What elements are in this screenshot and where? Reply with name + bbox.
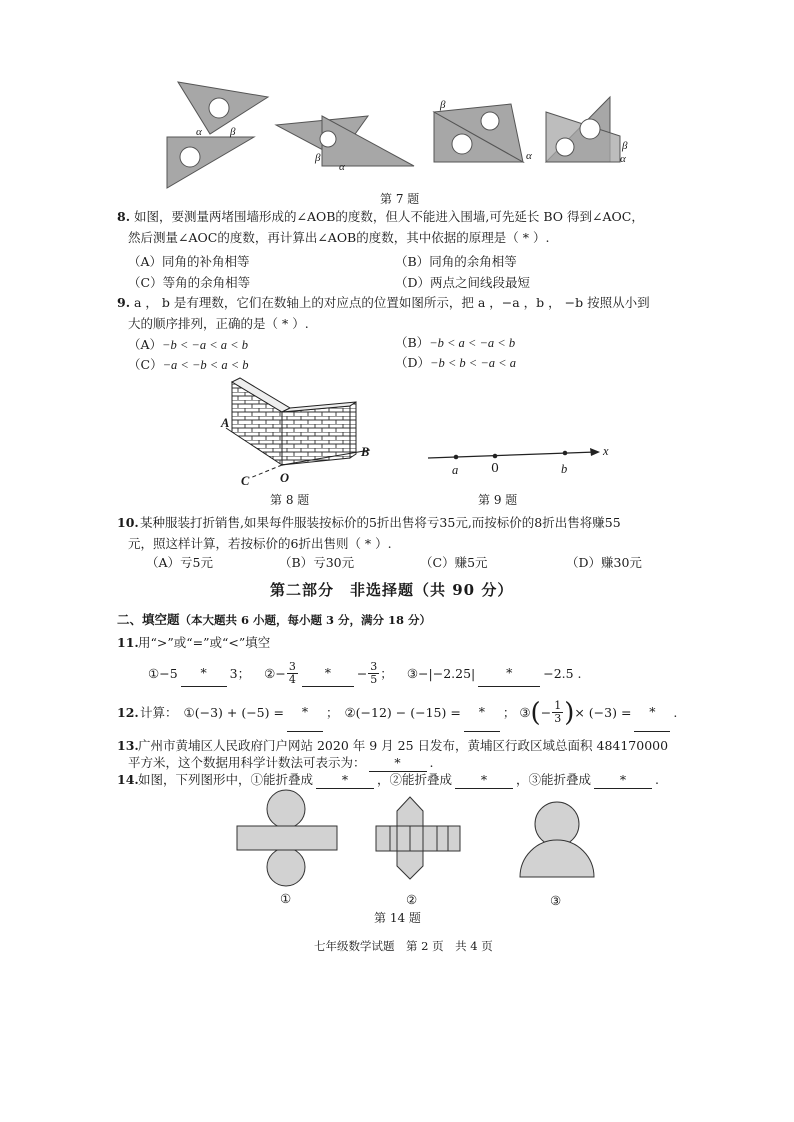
q12-number: 12. [117, 705, 139, 720]
net2-bottom-hexagon [397, 851, 423, 879]
q14-number: 14. [117, 772, 139, 787]
q11-intro: 用“>”或“=”或“<”填空 [138, 635, 271, 650]
fig8-label-c: C [241, 474, 250, 488]
q12-blank-2[interactable]: * [464, 693, 500, 732]
net1-rectangle [237, 826, 337, 850]
q14-blank-3[interactable]: * [594, 772, 652, 789]
net3-circle [535, 802, 579, 846]
fig7-alpha-3: α [526, 150, 532, 162]
fig7-alpha-2: α [339, 161, 345, 173]
q9-option-d[interactable]: （D）−b < b < −a < a [395, 355, 516, 370]
q10-number: 10. [117, 515, 139, 530]
q10-line1: 某种服装打折销售,如果每件服装按标价的5折出售将亏35元,而按标价的8折出售将赚55 [140, 515, 621, 530]
q9-line1: a ， b 是有理数，它们在数轴上的对应点的位置如图所示，把 a ，−a ，b ， −b 按照从小到 [134, 295, 650, 310]
q8-option-a[interactable]: （A）同角的补角相等 [128, 254, 250, 269]
fig14-label-1: ① [280, 891, 292, 906]
q8-line2: 然后测量∠AOC的度数，再计算出∠AOB的度数，其中依据的原理是（ * ）. [128, 230, 550, 245]
q9-option-c[interactable]: （C）−a < −b < a < b [128, 357, 249, 372]
fig14-label-3: ③ [550, 893, 562, 908]
q11-items: ① −5 * 3； ② − $\frac{3}{4}$ * − $\frac{3}{5}$ ； ③ −|−2.25| * −2.5 . [148, 660, 582, 686]
q9-option-b[interactable]: （B）−b < a < −a < b [395, 335, 516, 350]
q9-number: 9. [117, 295, 131, 310]
q13-line2: 平方米，这个数据用科学计数法可表示为： * . [128, 755, 434, 770]
fig8-label-o: O [280, 471, 290, 485]
q10-option-a[interactable]: （A）亏5元 [146, 555, 213, 570]
q14-line: 如图，下列图形中，①能折叠成 * ，②能折叠成 * ，③能折叠成 * . [138, 772, 660, 787]
net1-top-circle [267, 790, 305, 828]
fig9-label-zero: 0 [491, 460, 499, 475]
fig14-caption: 第 14 题 [374, 911, 421, 925]
fig9-caption: 第 9 题 [478, 493, 518, 507]
q10-option-d[interactable]: （D）赚30元 [566, 555, 642, 570]
q14-blank-1[interactable]: * [316, 772, 374, 789]
net1-bottom-circle [267, 848, 305, 886]
q8-option-b[interactable]: （B）同角的余角相等 [395, 254, 517, 269]
net3-sector [520, 840, 594, 877]
q12-blank-3[interactable]: * [634, 693, 670, 732]
q10-option-c[interactable]: （C）赚5元 [420, 555, 488, 570]
q13-blank[interactable]: * [369, 755, 427, 772]
q9-line2: 大的顺序排列，正确的是（ * ）. [128, 316, 309, 331]
q8-option-c[interactable]: （C）等角的余角相等 [128, 275, 251, 290]
q11-blank-3[interactable]: * [478, 660, 540, 687]
part2-title: 第二部分 非选择题（共 90 分） [270, 581, 514, 599]
fig7-caption: 第 7 题 [380, 192, 420, 206]
q9-option-a[interactable]: （A）−b < −a < a < b [128, 337, 248, 352]
q11-number: 11. [117, 635, 139, 650]
page-footer: 七年级数学试题 第 2 页 共 4 页 [314, 939, 493, 953]
fig9-label-b: b [561, 462, 568, 476]
fig8-label-a: A [221, 416, 230, 430]
fig7-beta-3: β [440, 99, 446, 111]
fig9-label-x: x [603, 444, 609, 458]
fig8-label-b: B [361, 445, 370, 459]
net2-top-hexagon [397, 797, 423, 826]
q8-line1: 如图，要测量两堵围墙形成的∠AOB的度数，但人不能进入围墙,可先延长 BO 得到∠AOC， [134, 209, 644, 224]
fig7-alpha-1: α [196, 126, 202, 138]
q10-line2: 元，照这样计算，若按标价的6折出售则（ * ）. [128, 536, 392, 551]
section2-heading: 二、填空题（本大题共 6 小题，每小题 3 分，满分 18 分） [117, 612, 432, 627]
q14-blank-2[interactable]: * [455, 772, 513, 789]
fig7-beta-4: β [622, 140, 628, 152]
fig14-label-2: ② [406, 892, 418, 907]
fig8-caption: 第 8 题 [270, 493, 310, 507]
q13-line1: 广州市黄埔区人民政府门户网站 2020 年 9 月 25 日发布，黄埔区行政区域总面积 484170000 [138, 738, 669, 753]
fig7-beta-1: β [230, 126, 236, 138]
fig7-alpha-4: α [620, 153, 626, 165]
fig7-beta-2: β [315, 152, 321, 164]
q11-blank-2[interactable]: * [302, 660, 354, 687]
q8-option-d[interactable]: （D）两点之间线段最短 [395, 275, 531, 290]
q8-number: 8. [117, 209, 131, 224]
q10-option-b[interactable]: （B）亏30元 [279, 555, 355, 570]
q12-items: 计算： ①(−3) + (−5) = * ； ②(−12) − (−15) = * ； ③ ( − $\frac{1}{3}$ ) × (−3) = * . [140, 693, 677, 732]
q13-number: 13. [117, 738, 139, 753]
fig9-label-a: a [452, 463, 459, 477]
q11-blank-1[interactable]: * [181, 660, 227, 687]
q12-blank-1[interactable]: * [287, 693, 323, 732]
